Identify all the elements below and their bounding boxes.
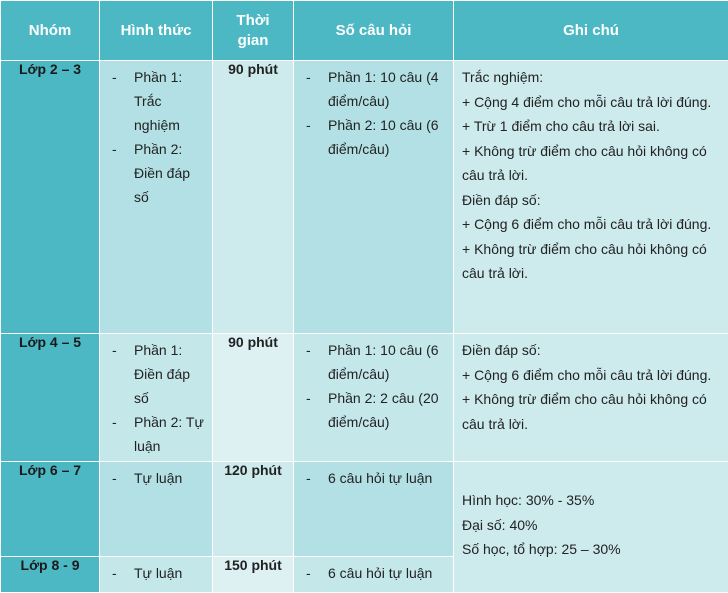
- note-line: + Cộng 6 điểm cho mỗi câu trả lời đúng.: [462, 212, 722, 237]
- questions-cell: [294, 557, 454, 593]
- questions-cell: [294, 462, 454, 557]
- note-line: Đại số: 40%: [462, 513, 722, 538]
- header-time-line1: Thời: [213, 11, 293, 31]
- list-item: - Phần 1: Điền đáp số: [118, 338, 206, 410]
- note-line: Điền đáp số:: [462, 188, 722, 213]
- note-line: + Không trừ điểm cho câu hỏi không có câu trả lời.: [462, 139, 722, 188]
- group-cell: Lớp 4 – 5: [1, 334, 100, 462]
- time-cell: 90 phút: [213, 334, 294, 462]
- note-line: + Cộng 4 điểm cho mỗi câu trả lời đúng.: [462, 90, 722, 115]
- note-line: Trắc nghiệm:: [462, 65, 722, 90]
- group-cell: Lớp 6 – 7: [1, 462, 100, 557]
- header-format: Hình thức: [100, 1, 213, 61]
- header-time: [213, 1, 294, 61]
- format-cell: [100, 462, 213, 557]
- format-cell: [100, 334, 213, 462]
- time-cell: 150 phút: [213, 557, 294, 593]
- list-item: - Phần 1: 10 câu (6 điểm/câu): [312, 338, 447, 386]
- list-item: - 6 câu hỏi tự luận: [312, 561, 447, 585]
- time-cell: 120 phút: [213, 462, 294, 557]
- list-item: - Phần 1: Trắc nghiệm: [118, 65, 206, 137]
- list-item: - Phần 2: 2 câu (20 điểm/câu): [312, 386, 447, 434]
- note-line: + Trừ 1 điểm cho câu trả lời sai.: [462, 114, 722, 139]
- notes-cell: [454, 334, 728, 462]
- note-line: + Không trừ điểm cho câu hỏi không có câu trả lời.: [462, 237, 722, 286]
- note-line: Điền đáp số:: [462, 338, 722, 363]
- note-line: + Không trừ điểm cho câu hỏi không có câu trả lời.: [462, 387, 722, 436]
- table-row: [1, 334, 728, 462]
- shared-notes-cell: [454, 462, 728, 593]
- list-item: - Phần 2: Điền đáp số: [118, 137, 206, 209]
- header-notes: Ghi chú: [454, 1, 728, 61]
- table-row: [1, 61, 728, 334]
- header-time-line2: gian: [213, 31, 293, 51]
- header-row: [1, 1, 728, 61]
- list-item: - Tự luận: [118, 561, 206, 585]
- time-cell: 90 phút: [213, 61, 294, 334]
- list-item: - 6 câu hỏi tự luận: [312, 466, 447, 490]
- format-cell: [100, 61, 213, 334]
- list-item: - Phần 1: 10 câu (4 điểm/câu): [312, 65, 447, 113]
- group-cell: Lớp 2 – 3: [1, 61, 100, 334]
- header-questions: Số câu hỏi: [294, 1, 454, 61]
- note-line: Hình học: 30% - 35%: [462, 488, 722, 513]
- note-line: + Cộng 6 điểm cho mỗi câu trả lời đúng.: [462, 363, 722, 388]
- group-cell: Lớp 8 - 9: [1, 557, 100, 593]
- questions-cell: [294, 61, 454, 334]
- notes-cell: [454, 61, 728, 334]
- list-item: - Phần 2: Tự luận: [118, 410, 206, 458]
- header-group: Nhóm: [1, 1, 100, 61]
- table-row: [1, 462, 728, 557]
- list-item: - Phần 2: 10 câu (6 điểm/câu): [312, 113, 447, 161]
- note-line: Số học, tổ hợp: 25 – 30%: [462, 537, 722, 562]
- list-item: - Tự luận: [118, 466, 206, 490]
- questions-cell: [294, 334, 454, 462]
- format-cell: [100, 557, 213, 593]
